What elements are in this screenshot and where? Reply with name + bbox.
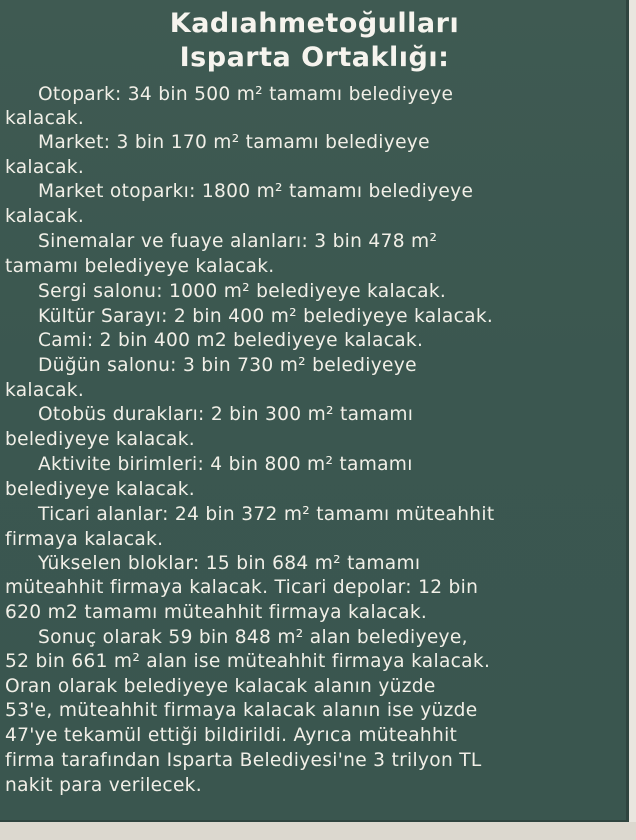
- text-line: Market: 3 bin 170 m² tamamı belediyeye: [38, 132, 430, 153]
- page-margin: [0, 822, 636, 840]
- text-line: firmaya kalacak.: [5, 529, 164, 550]
- text-line: 47'ye tekamül ettiği bildirildi. Ayrıca müteahhit: [5, 725, 458, 746]
- text-line: Sonuç olarak 59 bin 848 m² alan belediyeye,: [38, 627, 468, 648]
- text-line: Cami: 2 bin 400 m2 belediyeye kalacak.: [38, 330, 424, 351]
- text-line: belediyeye kalacak.: [5, 429, 196, 450]
- text-line: 52 bin 661 m² alan ise müteahhit firmaya kalacak.: [5, 651, 491, 672]
- text-line: Sergi salonu: 1000 m² belediyeye kalacak.: [38, 281, 447, 302]
- text-line: nakit para verilecek.: [5, 775, 202, 796]
- text-line: kalacak.: [5, 206, 85, 227]
- text-line: Otopark: 34 bin 500 m² tamamı belediyeye: [38, 84, 454, 105]
- text-line: kalacak.: [5, 380, 85, 401]
- text-line: Ticari alanlar: 24 bin 372 m² tamamı müteahhit: [38, 504, 495, 525]
- text-line: Oran olarak belediyeye kalacak alanın yüzde: [5, 676, 436, 697]
- text-line: Kültür Sarayı: 2 bin 400 m² belediyeye kalacak.: [38, 306, 494, 327]
- text-line: müteahhit firmaya kalacak. Ticari depolar: 12 bin: [5, 577, 479, 598]
- text-line: kalacak.: [5, 157, 85, 178]
- text-line: kalacak.: [5, 108, 85, 129]
- text-line: Market otoparkı: 1800 m² tamamı belediyeye: [38, 181, 474, 202]
- text-line: Aktivite birimleri: 4 bin 800 m² tamamı: [38, 454, 413, 475]
- text-line: Sinemalar ve fuaye alanları: 3 bin 478 m²: [38, 231, 438, 252]
- headline-line-1: Kadıahmetoğulları: [169, 8, 460, 39]
- text-line: 620 m2 tamamı müteahhit firmaya kalacak.: [5, 602, 428, 623]
- text-line: Otobüs durakları: 2 bin 300 m² tamamı: [38, 404, 414, 425]
- text-line: 53'e, müteahhit firmaya kalacak alanın ise yüzde: [5, 700, 478, 721]
- text-line: Yükselen bloklar: 15 bin 684 m² tamamı: [38, 553, 421, 574]
- text-line: firma tarafından Isparta Belediyesi'ne 3 trilyon TL: [5, 750, 482, 771]
- text-line: belediyeye kalacak.: [5, 479, 196, 500]
- text-line: Düğün salonu: 3 bin 730 m² belediyeye: [38, 355, 417, 376]
- text-line: tamamı belediyeye kalacak.: [5, 256, 275, 277]
- headline-line-2: Isparta Ortaklığı:: [179, 42, 450, 73]
